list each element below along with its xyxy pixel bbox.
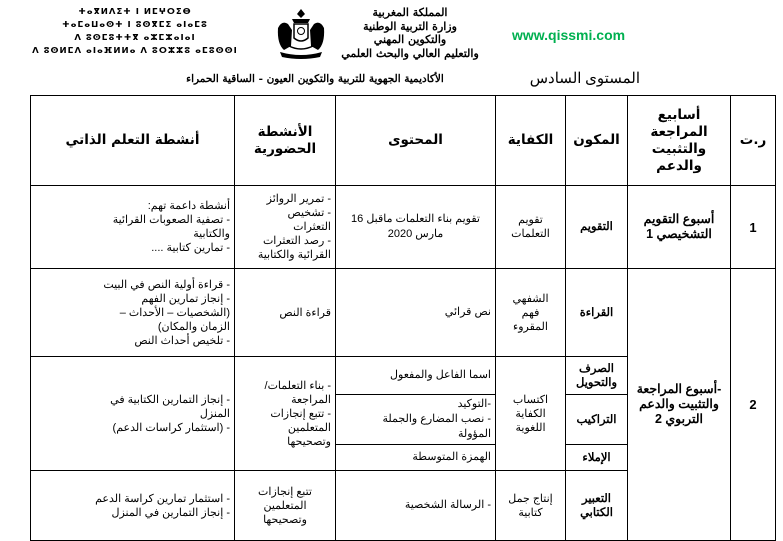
header-skill: الكفاية [496, 96, 566, 186]
component-cell: الصرف والتحويل [566, 357, 628, 395]
activities-cell [235, 186, 336, 269]
self-learning-cell [31, 471, 235, 541]
ministry-line: والتعليم العالي والبحث العلمي [341, 46, 479, 60]
activity-line: - تتبع إنجازات [270, 407, 331, 420]
self-learning-line: - إنجاز التمارين الكتابية في [110, 393, 230, 406]
self-learning-cell [31, 186, 235, 269]
week-cell: -أسبوع المراجعة والتثبيت والدعم التربوي 2 [628, 269, 731, 541]
skill-line: الكفاية [515, 407, 546, 420]
content-cell: اسما الفاعل والمفعول [336, 357, 496, 395]
activity-line: - تمرير الروائز [266, 193, 331, 205]
self-learning-line: - (استثمار كراسات الدعم) [112, 421, 230, 434]
row-number: 1 [731, 186, 776, 269]
table-row [31, 186, 776, 269]
ministry-line: وزارة التربية الوطنية [363, 19, 457, 33]
content-line: -التوكيد [457, 398, 491, 410]
self-learning-line: الزمان والمكان) [157, 320, 230, 333]
self-learning-line: - قراءة أولية النص في البيت [103, 278, 230, 291]
content-cell: - الرسالة الشخصية [336, 471, 496, 541]
component-cell: القراءة [566, 269, 628, 357]
self-learning-line: أنشطة داعمة تهم: [147, 200, 230, 212]
component-cell: التعبير الكتابي [566, 471, 628, 541]
content-cell: نص قرائي [336, 269, 496, 357]
activity-line: القرائية والكتابية [257, 249, 331, 261]
activity-line: وتصحيحها [263, 513, 307, 526]
tifinagh-line: ⵜⴰⵎⴰⵡⴰⵙⵜ ⵏ ⵓⵙⴳⵎⵉ ⴰⵏⴰⵎⵓ [62, 20, 208, 30]
self-learning-line: - إنجاز التمارين في المنزل [111, 506, 230, 519]
self-learning-cell [31, 357, 235, 471]
component-cell: التراكيب [566, 395, 628, 445]
grade-level: المستوى السادس [529, 71, 640, 87]
table-row [31, 269, 776, 357]
self-learning-line: - إنجاز تمارين الفهم [141, 292, 230, 305]
activity-line: وتصحيحها [287, 435, 331, 448]
skill-line: كتابية [518, 506, 543, 519]
ministry-line: المملكة المغربية [372, 6, 448, 19]
review-plan-table [30, 95, 776, 541]
skill-cell: تقويم التعلمات [496, 186, 566, 269]
tifinagh-line: ⴷ ⵓⵙⵎⵓⵜⵜⴳ ⴰⵣⵎⵣⴰⵏⴰⵏ [74, 33, 196, 43]
skill-cell [496, 269, 566, 357]
row-number: 2 [731, 269, 776, 541]
header-component: المكون [566, 96, 628, 186]
activity-line: تتبع إنجازات [258, 485, 312, 498]
self-learning-line: - تلخيص أحداث النص [134, 334, 230, 347]
activity-line: المتعلمين [263, 499, 307, 512]
self-learning-line: المنزل [199, 407, 230, 420]
skill-line: اللغوية [515, 421, 546, 434]
header-self-learning: أنشطة التعلم الذاتي [31, 96, 235, 186]
activities-cell [235, 471, 336, 541]
self-learning-line: (الشخصيات – الأحداث – [119, 306, 230, 319]
self-learning-line: - تمارين كتابية .... [151, 242, 230, 254]
component-cell: الإملاء [566, 445, 628, 471]
coat-of-arms-emblem [272, 6, 330, 60]
academy-title: الأكاديمية الجهوية للتربية والتكوين العيون - الساقية الحمراء [186, 73, 444, 85]
table-header-row [31, 96, 776, 186]
activity-line: التعثرات [293, 221, 331, 233]
website-link[interactable]: www.qissmi.com [512, 27, 626, 43]
skill-line: فهم [521, 306, 540, 319]
skill-line: الشفهي [512, 292, 549, 305]
skill-line: المقروء [513, 320, 548, 333]
document-header [0, 0, 783, 96]
activity-line: - تشخيص [287, 207, 331, 219]
skill-cell [496, 357, 566, 471]
content-line: المؤولة [457, 428, 491, 440]
activity-line: - رصد التعثرات [262, 235, 331, 247]
header-activities: الأنشطة الحضورية [235, 96, 336, 186]
self-learning-cell [31, 269, 235, 357]
activity-line: المتعلمين [287, 421, 331, 434]
content-cell: الهمزة المتوسطة [336, 445, 496, 471]
header-content: المحتوى [336, 96, 496, 186]
content-cell [336, 395, 496, 445]
component-cell: التقويم [566, 186, 628, 269]
self-learning-line: والكتابية [193, 228, 230, 240]
header-num: ر.ت [731, 96, 776, 186]
tifinagh-header [0, 6, 270, 58]
header-week: أسابيع المراجعة والتثبيت والدعم [628, 96, 731, 186]
content-cell: تقويم بناء التعلمات ماقبل 16 مارس 2020 [336, 186, 496, 269]
tifinagh-line: ⵜⴰⴳⵍⴷⵉⵜ ⵏ ⵍⵎⵖⵔⵉⴱ [78, 7, 192, 17]
activity-line: - بناء التعلمات/ [264, 379, 331, 392]
activities-cell: قراءة النص [235, 269, 336, 357]
skill-line: اكتساب [512, 393, 549, 406]
ministry-line: والتكوين المهني [373, 33, 447, 46]
self-learning-line: - تصفية الصعوبات القرائية [112, 214, 230, 226]
skill-line: إنتاج جمل [508, 492, 553, 505]
week-cell: أسبوع التقويم التشخيصي 1 [628, 186, 731, 269]
skill-cell [496, 471, 566, 541]
tifinagh-line: ⴷ ⵓⵙⵍⵎⴷ ⴰⵏⴰⴼⵍⵍⴰ ⴷ ⵓⵔⵣⵣⵓ ⴰⵎⵓⵙⵙⵏ [32, 46, 238, 56]
content-line: - نصب المضارع والجملة [382, 413, 491, 425]
self-learning-line: - استثمار تمارين كراسة الدعم [95, 492, 230, 505]
ministry-header [330, 6, 490, 60]
activities-cell [235, 357, 336, 471]
activity-line: المراجعة [291, 393, 331, 406]
